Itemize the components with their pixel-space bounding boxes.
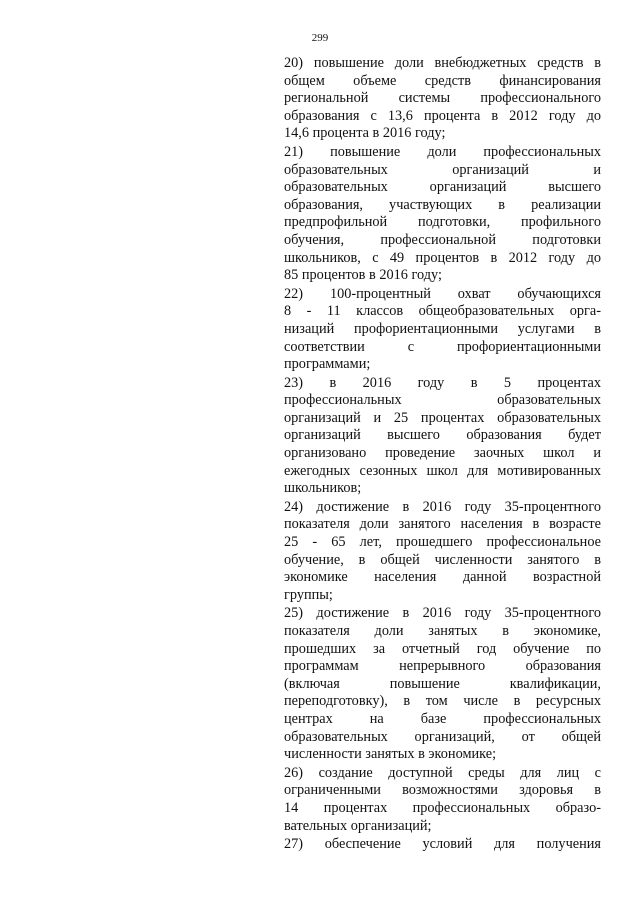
text-line: общем объеме средств финансирования: [284, 72, 601, 89]
text-line: переподготовку), в том числе в ресурсных: [284, 693, 601, 710]
text-line: 20) повышение доли внебюджетных средств в: [284, 55, 601, 71]
text-line: центрах на базе профессиональных: [284, 710, 601, 727]
text-line: 26) создание доступной среды для лиц с: [284, 764, 601, 781]
text-line: ежегодных сезонных школ для мотивированных: [284, 462, 601, 479]
text-line: программам непрерывного образования: [284, 658, 601, 675]
text-line: образования с 13,6 процента в 2012 году до: [284, 107, 601, 124]
text-line: соответствии с профориентационными: [284, 338, 601, 355]
text-line: 21) повышение доли профессиональных: [284, 143, 601, 160]
text-line: организовано проведение заочных школ и: [284, 445, 601, 462]
text-line: организаций и 25 процентах образовательных: [284, 409, 601, 426]
text-line: вательных организаций;: [284, 817, 432, 834]
text-line: 22) 100-процентный охват обучающихся: [284, 285, 601, 302]
text-line: обучения, профессиональной подготовки: [284, 231, 601, 248]
page-number: 299: [311, 32, 329, 44]
text-line: группы;: [284, 586, 333, 603]
text-line: 25 - 65 лет, прошедшего профессиональное: [284, 534, 601, 551]
text-line: образования, участвующих в реализации: [284, 196, 601, 213]
text-line: профессиональных образовательных: [284, 392, 601, 409]
text-line: (включая повышение квалификации,: [284, 675, 601, 692]
text-line: экономике населения данной возрастной: [284, 569, 601, 586]
text-line: 14,6 процента в 2016 году;: [284, 125, 446, 142]
text-line: 25) достижение в 2016 году 35-процентного: [284, 605, 601, 622]
text-column: [284, 55, 601, 854]
text-line: предпрофильной подготовки, профильного: [284, 214, 601, 231]
text-line: низаций профориентационными услугами в: [284, 320, 601, 337]
text-line: региональной системы профессионального: [284, 90, 601, 107]
text-line: численности занятых в экономике;: [284, 746, 497, 763]
text-line: программами;: [284, 356, 371, 373]
text-line: ограниченными возможностями здоровья в: [284, 782, 601, 799]
text-line: организаций высшего образования будет: [284, 427, 601, 444]
text-line: 85 процентов в 2016 году;: [284, 267, 442, 284]
text-line: обучение, в общей численности занятого в: [284, 551, 601, 568]
text-line: показателя доли занятого населения в возрасте: [284, 516, 601, 533]
text-line: 24) достижение в 2016 году 35-процентного: [284, 498, 601, 515]
text-line: показателя доли занятых в экономике,: [284, 623, 601, 639]
text-line: 8 - 11 классов общеобразовательных орга-: [284, 303, 601, 320]
text-line: 27) обеспечение условий для получения: [284, 836, 601, 853]
text-line: школьников, с 49 процентов в 2012 году до: [284, 249, 601, 266]
text-line: 23) в 2016 году в 5 процентах: [284, 374, 601, 391]
text-line: образовательных организаций, от общей: [284, 728, 601, 745]
text-line: 14 процентах профессиональных образо-: [284, 799, 601, 816]
text-line: школьников;: [284, 480, 362, 497]
text-line: образовательных организаций высшего: [284, 179, 601, 196]
text-line: прошедших за отчетный год обучение по: [284, 640, 601, 657]
text-line: образовательных организаций и: [284, 161, 601, 178]
